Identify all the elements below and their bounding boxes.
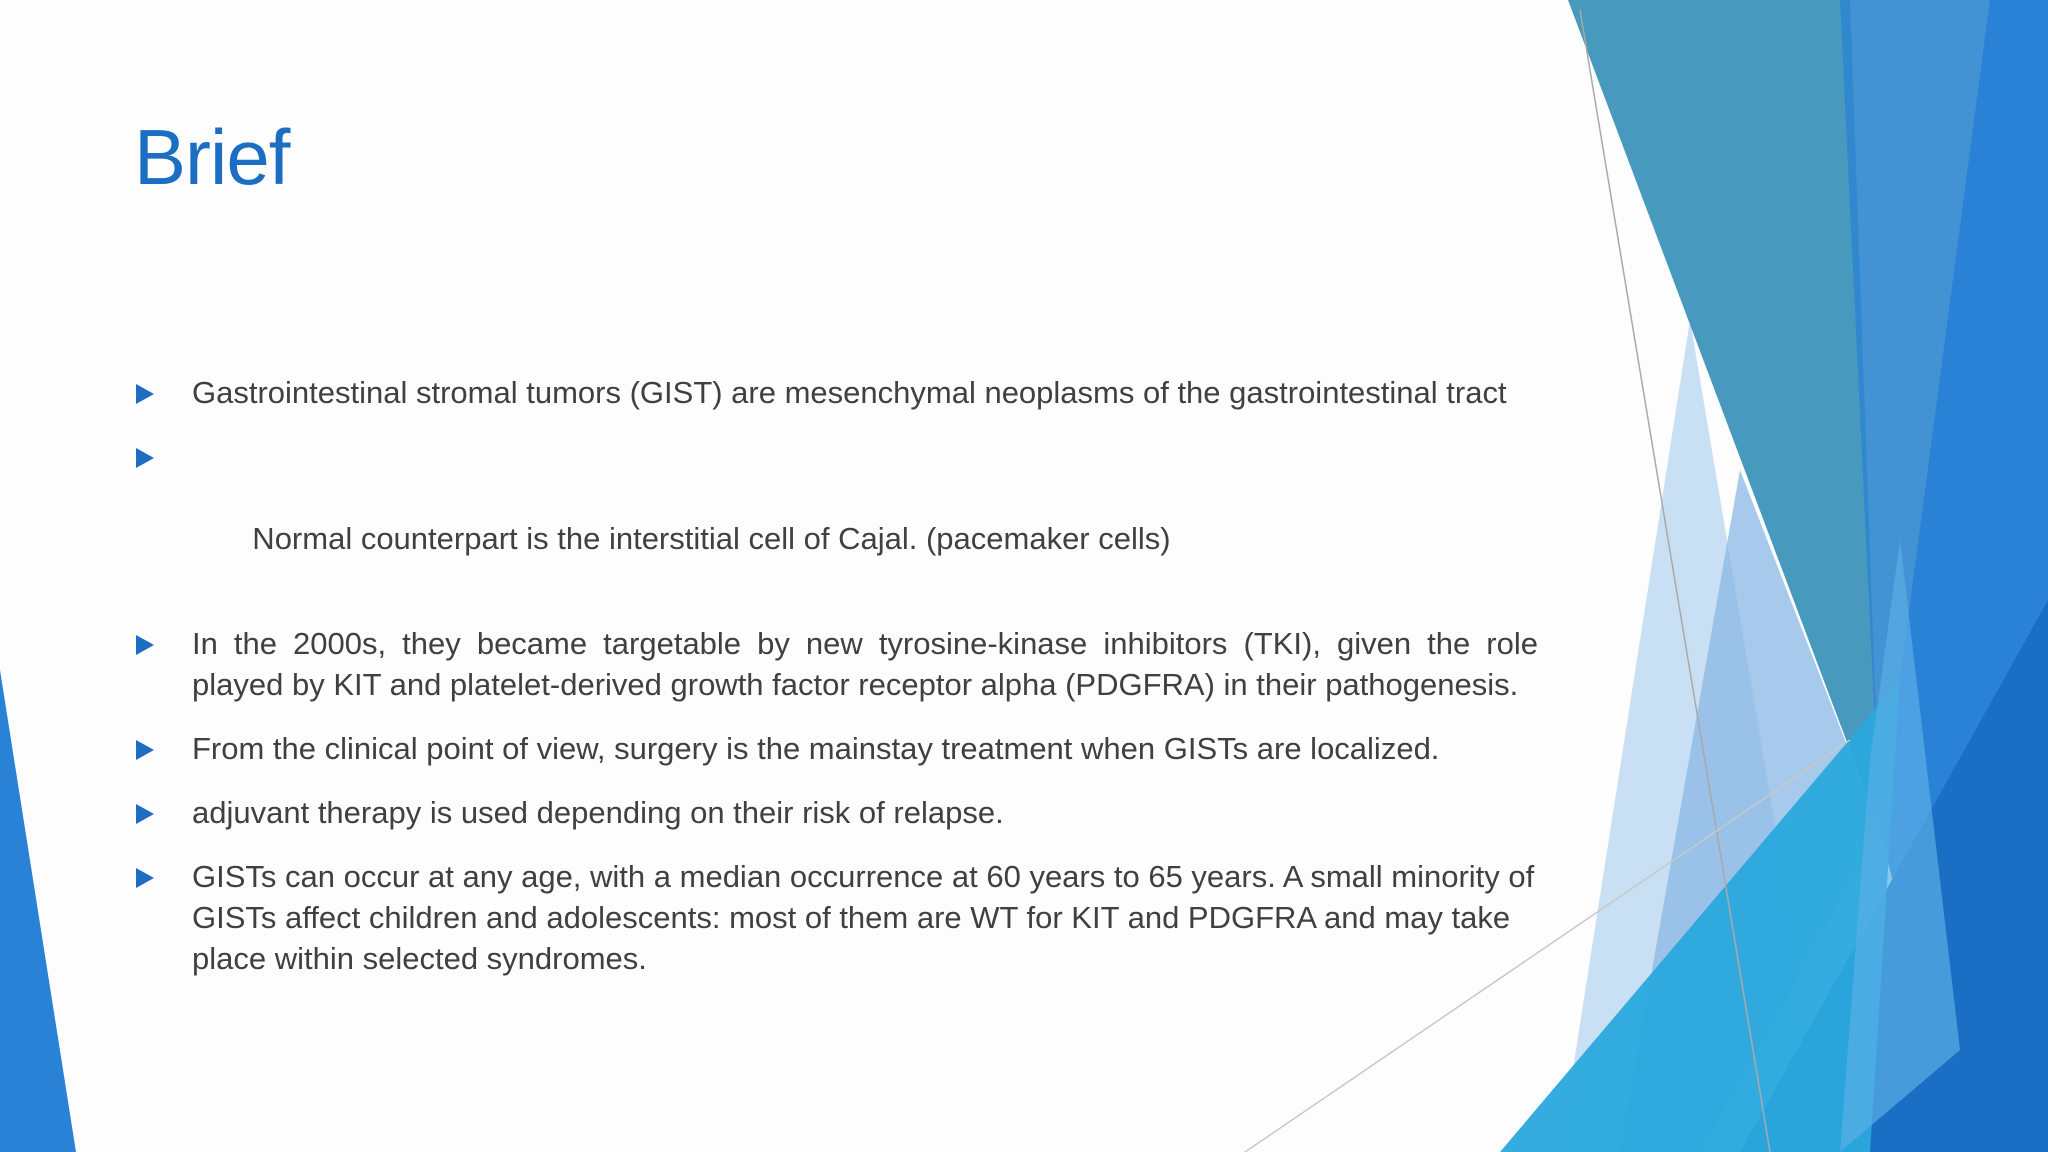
triangle-bullet-icon xyxy=(136,635,154,655)
triangle-bullet-icon xyxy=(136,384,154,404)
bullet-text: GISTs can occur at any age, with a median occurrence at 60 years to 65 years. A small minority of GISTs affect children and adolescents: most of them are WT for KIT and PDGFRA and may take place within selected syndromes. xyxy=(192,859,1535,976)
bullet-list xyxy=(134,372,1538,1002)
bullet-item xyxy=(134,792,1538,833)
bullet-text: Normal counterpart is the interstitial cell of Cajal. (pacemaker cells) xyxy=(243,521,1171,556)
facet-left-corner xyxy=(0,670,76,1152)
bullet-text: adjuvant therapy is used depending on their risk of relapse. xyxy=(192,795,1004,830)
bullet-item xyxy=(134,436,1538,600)
triangle-bullet-icon xyxy=(136,804,154,824)
bullet-item xyxy=(134,856,1538,979)
bullet-text: Gastrointestinal stromal tumors (GIST) are mesenchymal neoplasms of the gastrointestinal tract xyxy=(192,375,1507,410)
bullet-text: In the 2000s, they became targetable by new tyrosine-kinase inhibitors (TKI), given the role played by KIT and platelet-derived growth factor receptor alpha (PDGFRA) in their pathogenesis. xyxy=(192,626,1538,702)
bullet-item xyxy=(134,728,1538,769)
slide-title: Brief xyxy=(134,113,290,201)
triangle-bullet-icon xyxy=(136,868,154,888)
bullet-text: From the clinical point of view, surgery is the mainstay treatment when GISTs are localized. xyxy=(192,731,1440,766)
triangle-bullet-icon xyxy=(136,448,154,468)
triangle-bullet-icon xyxy=(136,740,154,760)
bullet-item xyxy=(134,372,1538,413)
bullet-item xyxy=(134,623,1538,705)
